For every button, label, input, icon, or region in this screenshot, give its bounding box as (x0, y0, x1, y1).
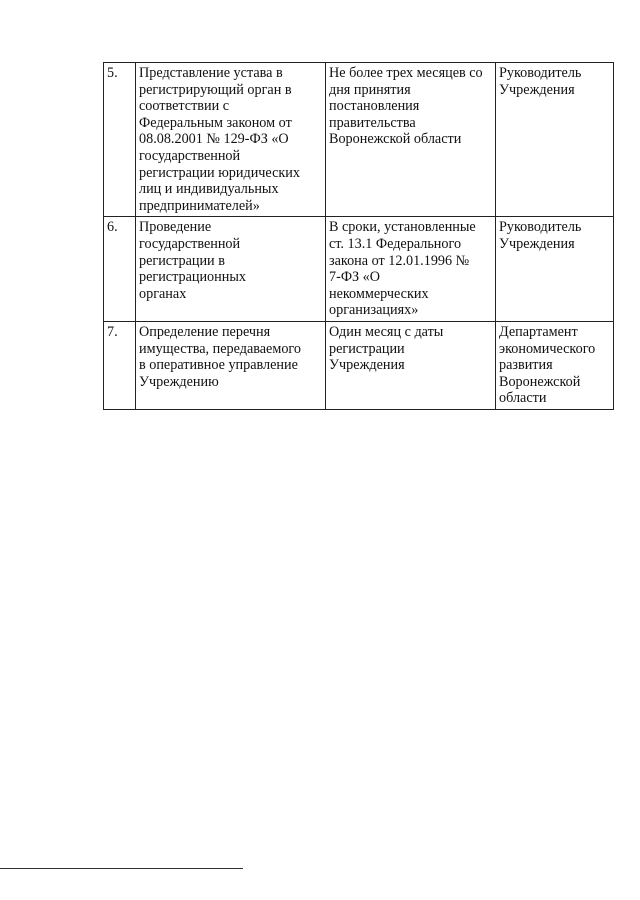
action-text-line: государственной (139, 235, 241, 252)
term-text-line: Воронежской области (329, 131, 462, 148)
row-number-cell (104, 63, 136, 217)
action-cell (136, 217, 326, 322)
responsible-text-line: Учреждения (499, 81, 575, 98)
responsible-text-line: Воронежской (499, 373, 581, 390)
term-cell (326, 321, 496, 409)
term-text-line: 7-ФЗ «О (329, 269, 381, 286)
responsible-text-line: развития (499, 357, 553, 374)
action-text-line: имущества, передаваемого (139, 340, 301, 357)
responsible-text-line: Учреждения (499, 235, 575, 252)
action-text-line: Проведение (139, 219, 212, 236)
responsible-text-line: Департамент (499, 323, 578, 340)
row-number-cell (104, 217, 136, 322)
row-number: 5. (107, 65, 118, 81)
row-number: 6. (107, 219, 118, 236)
action-cell (136, 321, 326, 409)
action-text-line: регистрации юридических (139, 164, 300, 181)
action-text-line: Учреждению (139, 373, 219, 390)
responsible-text-line: области (499, 390, 547, 407)
term-cell (326, 217, 496, 322)
term-text-line: Один месяц с даты (329, 323, 444, 340)
action-text-line: Федеральным законом от (139, 114, 292, 131)
action-text-line: регистрации в (139, 252, 225, 269)
term-text-line: правительства (329, 114, 416, 131)
term-text-line: организациях» (329, 302, 419, 319)
action-text-line: соответствии с (139, 98, 230, 115)
table-row (104, 63, 614, 217)
footnote-divider (0, 868, 243, 869)
term-text-line: Учреждения (329, 357, 405, 374)
responsible-text-line: Руководитель (499, 219, 582, 236)
term-text-line: некоммерческих (329, 285, 429, 302)
table-row (104, 217, 614, 322)
term-cell (326, 63, 496, 217)
row-number-cell (104, 321, 136, 409)
action-text-line: лиц и индивидуальных (139, 181, 279, 198)
table-row (104, 321, 614, 409)
action-text-line: Определение перечня (139, 323, 271, 340)
action-text-line: регистрационных (139, 269, 246, 286)
action-cell (136, 63, 326, 217)
action-text-line: органах (139, 285, 187, 302)
term-text-line: закона от 12.01.1996 № (329, 252, 470, 269)
term-text-line: постановления (329, 98, 420, 115)
term-text-line: Не более трех месяцев со (329, 65, 483, 81)
action-text-line: Представление устава в (139, 65, 283, 81)
responsible-text-line: экономического (499, 340, 596, 357)
term-text-line: ст. 13.1 Федерального (329, 235, 462, 252)
responsible-text-line: Руководитель (499, 65, 582, 81)
action-text-line: государственной (139, 147, 241, 164)
responsible-cell (496, 63, 614, 217)
term-text-line: регистрации (329, 340, 405, 357)
term-text-line: В сроки, установленные (329, 219, 476, 236)
action-text-line: предпринимателей» (139, 197, 260, 214)
action-text-line: регистрирующий орган в (139, 81, 292, 98)
measures-table (103, 62, 614, 410)
term-text-line: дня принятия (329, 81, 411, 98)
row-number: 7. (107, 323, 118, 340)
action-text-line: 08.08.2001 № 129-ФЗ «О (139, 131, 289, 148)
responsible-cell (496, 321, 614, 409)
action-text-line: в оперативное управление (139, 357, 298, 374)
responsible-cell (496, 217, 614, 322)
